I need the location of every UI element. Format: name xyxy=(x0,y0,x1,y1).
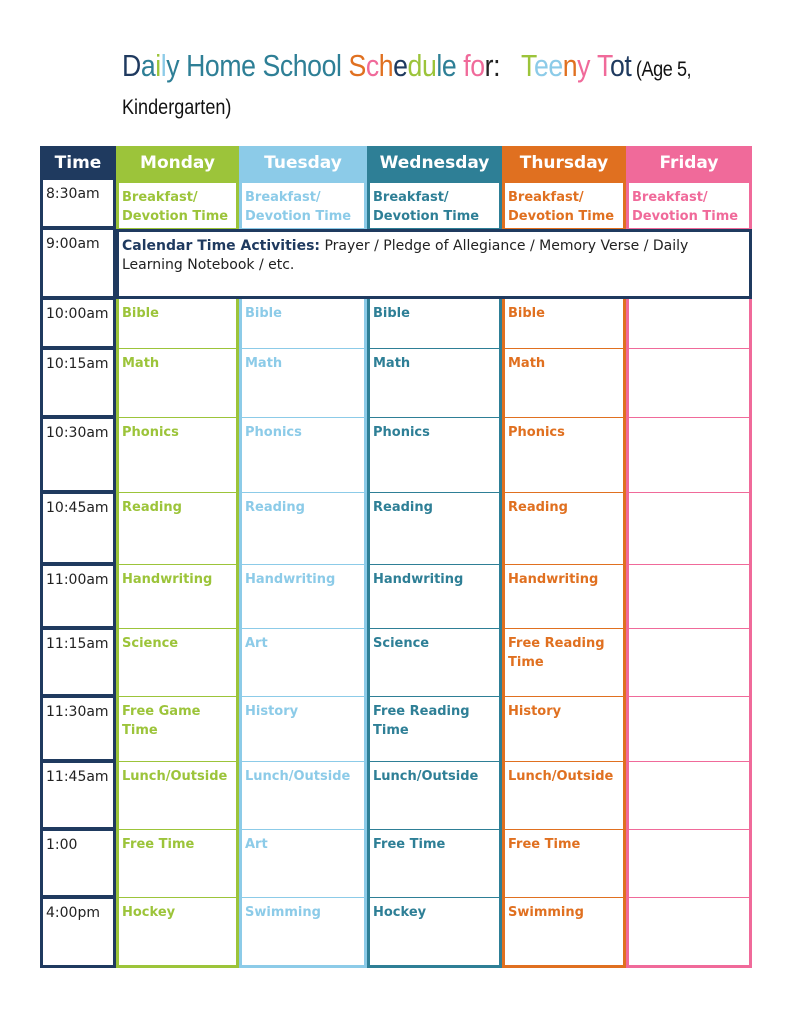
title-age: (Age 5, xyxy=(631,58,692,81)
title-letter: t xyxy=(624,48,632,83)
schedule-cell: Math xyxy=(367,349,502,418)
title-letter: c xyxy=(279,48,293,83)
schedule-cell: Reading xyxy=(239,493,367,565)
title-letter: h xyxy=(292,48,308,83)
title-letter: o xyxy=(204,48,220,83)
time-cell: 8:30am xyxy=(40,180,116,229)
title-letter xyxy=(456,48,463,83)
column-header-time: Time xyxy=(40,146,116,180)
title-letter: f xyxy=(463,48,471,83)
schedule-cell: Phonics xyxy=(367,418,502,493)
schedule-cell xyxy=(626,898,752,968)
schedule-cell xyxy=(626,697,752,762)
title-letter: o xyxy=(321,48,336,83)
schedule-cell: Bible xyxy=(367,299,502,349)
schedule-cell: Lunch/Outside xyxy=(502,762,626,830)
schedule-cell xyxy=(626,629,752,697)
schedule-cell: Phonics xyxy=(502,418,626,493)
schedule-cell: Free Reading Time xyxy=(502,629,626,697)
column-header-monday: Monday xyxy=(116,146,239,180)
title-letter: o xyxy=(307,48,322,83)
schedule-cell: History xyxy=(502,697,626,762)
schedule-cell: Hockey xyxy=(367,898,502,968)
page-title xyxy=(122,48,691,84)
time-cell: 11:15am xyxy=(40,629,116,697)
column-header-thursday: Thursday xyxy=(502,146,626,180)
title-letter: e xyxy=(441,48,457,83)
schedule-cell: Free Time xyxy=(116,830,239,898)
time-cell: 1:00 xyxy=(40,830,116,898)
schedule-cell: Free Reading Time xyxy=(367,697,502,762)
schedule-cell: Reading xyxy=(367,493,502,565)
time-cell: 10:15am xyxy=(40,349,116,418)
schedule-cell: Breakfast/ Devotion Time xyxy=(116,180,239,229)
schedule-cell: Hockey xyxy=(116,898,239,968)
calendar-text: Prayer / Pledge of Allegiance / Memory Verse / Daily Learning Notebook / etc. xyxy=(122,238,689,273)
title-letter: m xyxy=(219,48,242,83)
title-letter: T xyxy=(597,48,610,83)
schedule-cell: Science xyxy=(116,629,239,697)
title-letter: y xyxy=(577,48,591,83)
title-letter: c xyxy=(365,48,379,83)
column-header-wednesday: Wednesday xyxy=(367,146,502,180)
time-cell: 11:00am xyxy=(40,565,116,629)
schedule-cell: Handwriting xyxy=(239,565,367,629)
time-cell: 4:00pm xyxy=(40,898,116,968)
schedule-cell: Breakfast/ Devotion Time xyxy=(626,180,752,229)
title-letter: e xyxy=(533,48,549,83)
schedule-cell: Breakfast/ Devotion Time xyxy=(502,180,626,229)
page-title-age-line: Kindergarten) xyxy=(122,96,232,119)
schedule-cell: Math xyxy=(239,349,367,418)
column-header-tuesday: Tuesday xyxy=(239,146,367,180)
time-cell: 10:30am xyxy=(40,418,116,493)
schedule-cell: Swimming xyxy=(239,898,367,968)
schedule-cell: Math xyxy=(116,349,239,418)
title-letter: l xyxy=(160,48,167,83)
title-letter xyxy=(507,48,514,83)
title-letter: h xyxy=(378,48,394,83)
time-cell: 9:00am xyxy=(40,229,116,299)
title-letter: e xyxy=(548,48,563,83)
title-letter: S xyxy=(262,48,280,83)
schedule-cell: Art xyxy=(239,830,367,898)
title-letter: a xyxy=(140,48,156,83)
schedule-cell xyxy=(626,830,752,898)
schedule-cell xyxy=(626,565,752,629)
schedule-cell xyxy=(626,493,752,565)
schedule-cell: Lunch/Outside xyxy=(367,762,502,830)
title-letter: l xyxy=(436,48,442,83)
title-letter: T xyxy=(521,48,534,83)
title-letter: o xyxy=(609,48,625,83)
calendar-label: Calendar Time Activities: xyxy=(122,238,321,254)
calendar-activities-cell xyxy=(116,229,752,299)
title-letter: r xyxy=(484,48,494,83)
schedule-cell: Handwriting xyxy=(116,565,239,629)
time-cell: 10:00am xyxy=(40,299,116,349)
schedule-cell: Phonics xyxy=(239,418,367,493)
schedule-cell: Lunch/Outside xyxy=(239,762,367,830)
title-letter: l xyxy=(335,48,342,83)
schedule-cell: Art xyxy=(239,629,367,697)
schedule-cell xyxy=(626,418,752,493)
time-cell: 11:45am xyxy=(40,762,116,830)
title-letter: H xyxy=(186,48,205,83)
title-letter xyxy=(179,48,186,83)
title-letter: n xyxy=(562,48,578,83)
schedule-cell: Reading xyxy=(502,493,626,565)
title-letter: e xyxy=(241,48,256,83)
schedule-cell: Bible xyxy=(116,299,239,349)
schedule-cell: Breakfast/ Devotion Time xyxy=(367,180,502,229)
schedule-cell: History xyxy=(239,697,367,762)
schedule-cell: Lunch/Outside xyxy=(116,762,239,830)
schedule-cell xyxy=(626,299,752,349)
title-letter: : xyxy=(493,48,501,83)
schedule-cell: Handwriting xyxy=(367,565,502,629)
schedule-cell: Bible xyxy=(502,299,626,349)
schedule-cell: Bible xyxy=(239,299,367,349)
schedule-cell: Free Time xyxy=(367,830,502,898)
title-letter xyxy=(514,48,521,83)
schedule-cell: Breakfast/ Devotion Time xyxy=(239,180,367,229)
title-letter: D xyxy=(122,48,141,83)
column-header-friday: Friday xyxy=(626,146,752,180)
title-letter: o xyxy=(470,48,485,83)
title-letter: i xyxy=(155,48,161,83)
time-cell: 11:30am xyxy=(40,697,116,762)
time-cell: 10:45am xyxy=(40,493,116,565)
title-letter: S xyxy=(348,48,366,83)
title-letter: d xyxy=(407,48,422,83)
schedule-cell: Reading xyxy=(116,493,239,565)
schedule-cell: Science xyxy=(367,629,502,697)
title-letter: e xyxy=(393,48,408,83)
title-letter: u xyxy=(421,48,437,83)
schedule-cell: Math xyxy=(502,349,626,418)
schedule-cell: Free Time xyxy=(502,830,626,898)
schedule-cell xyxy=(626,762,752,830)
schedule-cell: Phonics xyxy=(116,418,239,493)
title-letter: y xyxy=(166,48,180,83)
schedule-cell: Free Game Time xyxy=(116,697,239,762)
schedule-cell: Handwriting xyxy=(502,565,626,629)
schedule-cell xyxy=(626,349,752,418)
schedule-cell: Swimming xyxy=(502,898,626,968)
title-letter xyxy=(500,48,507,83)
